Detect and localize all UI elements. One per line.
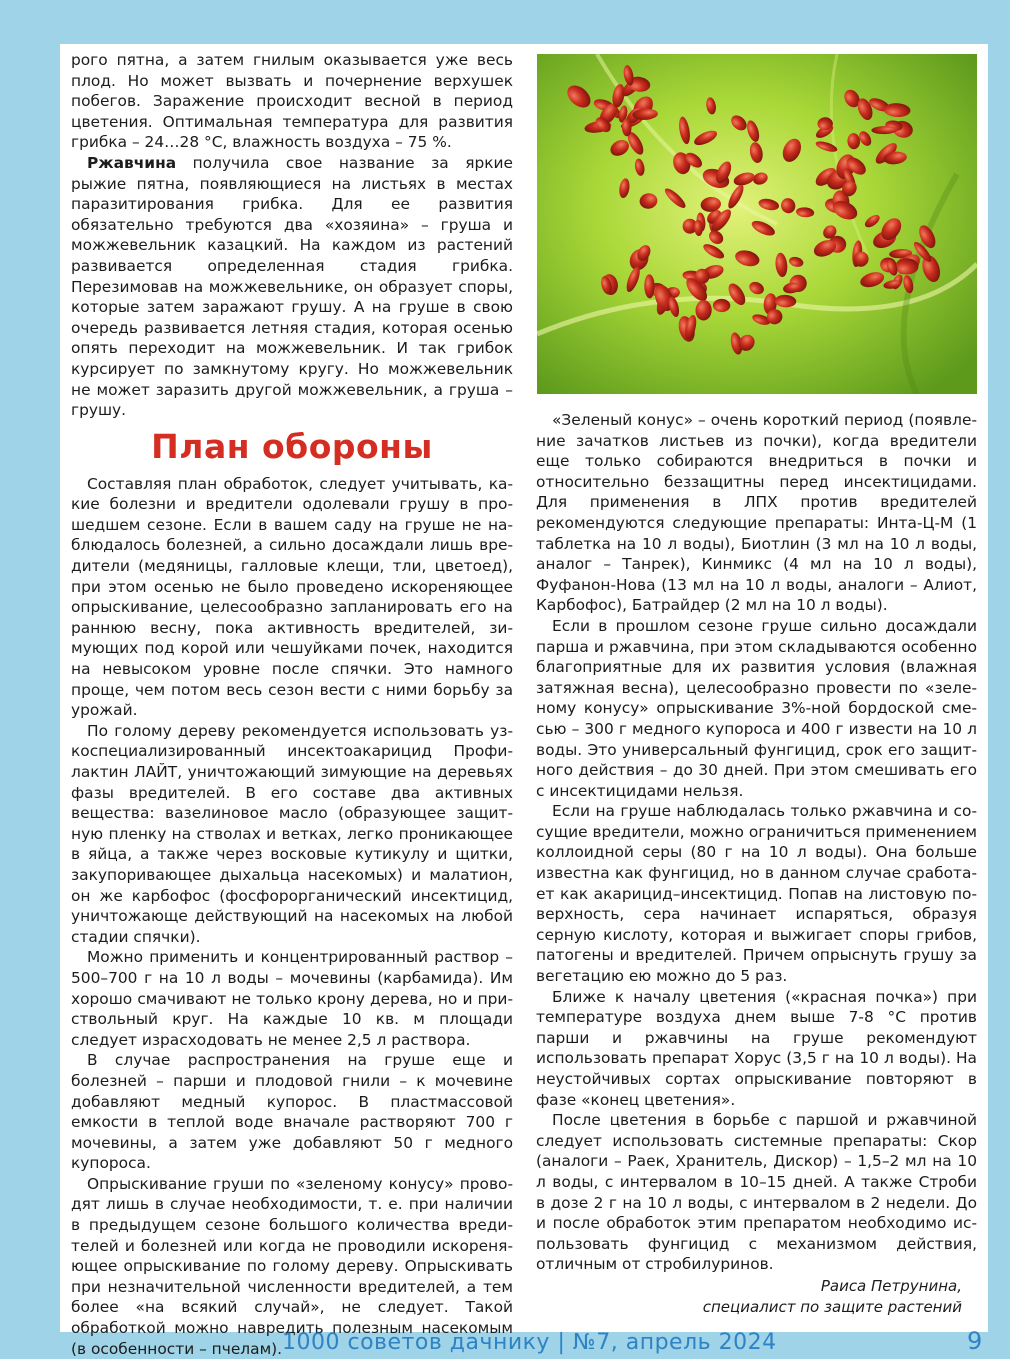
rust-spots-on-leaf-photo (537, 54, 977, 394)
paragraph-plan: Составляя план обработок, следует учитывать, какие болезни и вредители одолевали грушу в прошедшем сезоне. Если в вашем саду на груше не наблюдалось болезней, а сильно досаждали лишь вредители (медяницы, галловые клещи, тли, цветоед), при этом осенью не было проведено искореняющее опрыскивание, целесообразно запланировать его на раннюю весну, пока активность вредителей, зимующих под корой или чешуйками почек, находится на невысоком уровне после спячки. Это намного проще, чем потом весь сезон вести с ними борьбу за урожай. (71, 474, 513, 720)
photo-illustration (537, 54, 977, 394)
author-name: Раиса Петрунина, (820, 1277, 962, 1295)
paragraph-bordeaux: Если в прошлом сезоне груше сильно досаждали парша и ржавчина, при этом складываются особенно благоприятные для их развития условия (влажная затяжная весна), целесообразно провести по «зеленому конусу» опрыскивание 3%-ной бордоской смесью – 300 г медного купороса и 400 г извести на 10 л воды. Это универсальный фунгицид, срок его защитного действия – до 30 дней. При этом смешивать его с инсектицидами нельзя. (536, 616, 977, 800)
paragraph-rust (71, 153, 513, 421)
author-title: специалист по защите растений (702, 1298, 962, 1316)
paragraph-red-bud: Ближе к началу цветения («красная почка») при температуре воздуха днем выше 7-8 °С против парши и ржавчины на груше рекомендуют использовать препарат Хорус (3,5 г на 10 л воды). На неустойчивых сортах опрыскивание повторяют в фазе «конец цветения». (536, 987, 977, 1109)
paragraph-copper: В случае распространения на груше еще и болезней – парши и плодовой гнили – к мочевине добавляют медный купорос. В пластмассовой емкости в теплой воде вначале растворяют 700 г мочевины, а затем уже добавляют 50 г медного купороса. (71, 1051, 513, 1173)
left-column (71, 50, 513, 1359)
magazine-footer-title: 1000 советов дачнику | №7, апрель 2024 (282, 1330, 777, 1355)
rust-spot (818, 117, 833, 130)
right-column (536, 410, 977, 1275)
page-number: 9 (967, 1327, 983, 1355)
paragraph-intro: рого пятна, а затем гнилым оказывается уже весь плод. Но может вызвать и почернение верхушек побегов. Заражение происходит весной в период цветения. Оптимальная температура для развития грибка – 24…28 °С, влажность воздуха – 75 %. (71, 51, 513, 152)
paragraph-urea: Можно применить и концентрированный раствор – 500–700 г на 10 л воды – мочевины (карбамида). Им хорошо смачивают не только крону дерева, но и приствольный круг. На каждые 10 кв. м площади следует израсходовать не менее 2,5 л раствора. (71, 948, 513, 1049)
paragraph-rust-text: получила свое название за яркие рыжие пятна, появляющиеся на листьях в местах паразитирования грибка. Для ее развития обязательно требуются два «хозяина» – груша и можжевельник казацкий. На каждом из растений развивается определенная стадия грибка. Перезимовав на можжевельнике, он образует споры, которые затем заражают грушу. А на груше в свою очередь развивается летняя стадия, которая осенью опять переходит на можжевельник. И так грибок курсирует по замкнутому кругу. Но можжевельник не может заразить другой можжевельник, а груша – грушу. (71, 153, 513, 420)
paragraph-after-bloom: После цветения в борьбе с паршой и ржавчиной следует использовать системные препараты: Скор (аналоги – Раек, Хранитель, Дискор) – 1,5–2 мл на 10 л воды, с интервалом в 10–15 дней. А также Строби в дозе 2 г на 10 л воды, с интервалом в 2 недели. До и после обработок этим препаратом необходимо использовать фунгицид с механизмом действия, отличным от стробилуринов. (536, 1111, 977, 1274)
paragraph-green-cone: Опрыскивание груши по «зеленому конусу» проводят лишь в случае необходимости, т. е. при наличии в предыдущем сезоне большого количества вредителей и болезней или когда не проводили искореняющее опрыскивание по голому дереву. Опрыскивать при незначительной численности вредителей, а тем более «на всякий случай», не следует. Такой обработкой можно навредить полезным насекомым (в особенности – пчелам). (71, 1174, 513, 1358)
author-signature (703, 1276, 962, 1318)
section-heading: План обороны (151, 426, 433, 466)
paragraph-green-cone-period: «Зеленый конус» – очень короткий период (появление зачатков листьев из почки), когда вредители еще только собираются внедриться в почки и относительно беззащитны перед инсектицидами. Для применения в ЛПХ против вредителей рекомендуются следующие препараты: Инта-Ц-М (1 таблетка на 10 л воды), Биотлин (3 мл на 10 л воды, аналог – Танрек), Кинмикс (4 мл на 10 л воды), Фуфанон-Нова (13 мл на 10 л воды, аналоги – Алиот, Карбофос), Батрайдер (2 мл на 10 л воды). (536, 411, 977, 615)
term-rust: Ржавчина (87, 153, 177, 172)
paragraph-sulfur: Если на груше наблюдалась только ржавчина и сосущие вредители, можно ограничиться применением коллоидной серы (80 г на 10 л воды). Она больше известна как фунгицид, но в данном случае сработает как акарицид–инсектицид. Попав на листовую поверхность, сера начинает испаряться, образуя серную кислоту, которая и выжигает споры грибов, патогены и вредителей. Причем опрыснуть грушу за вегетацию ею можно до 5 раз. (536, 802, 977, 986)
paragraph-bare-tree: По голому дереву рекомендуется использовать узкоспециализированный инсектоакарицид Профилактин ЛАЙТ, уничтожающий зимующие на деревьях фазы вредителей. В его составе два активных вещества: вазелиновое масло (образующее защитную пленку на стволах и ветках, легко проникающее в яйца, а также через восковые кутикулу и щитки, закупоривающее дыхальца насекомых) и малатион, он же карбофос (фосфорорганический инсектицид, уничтожающе действующий на насекомых на любой стадии спячки). (71, 721, 513, 946)
